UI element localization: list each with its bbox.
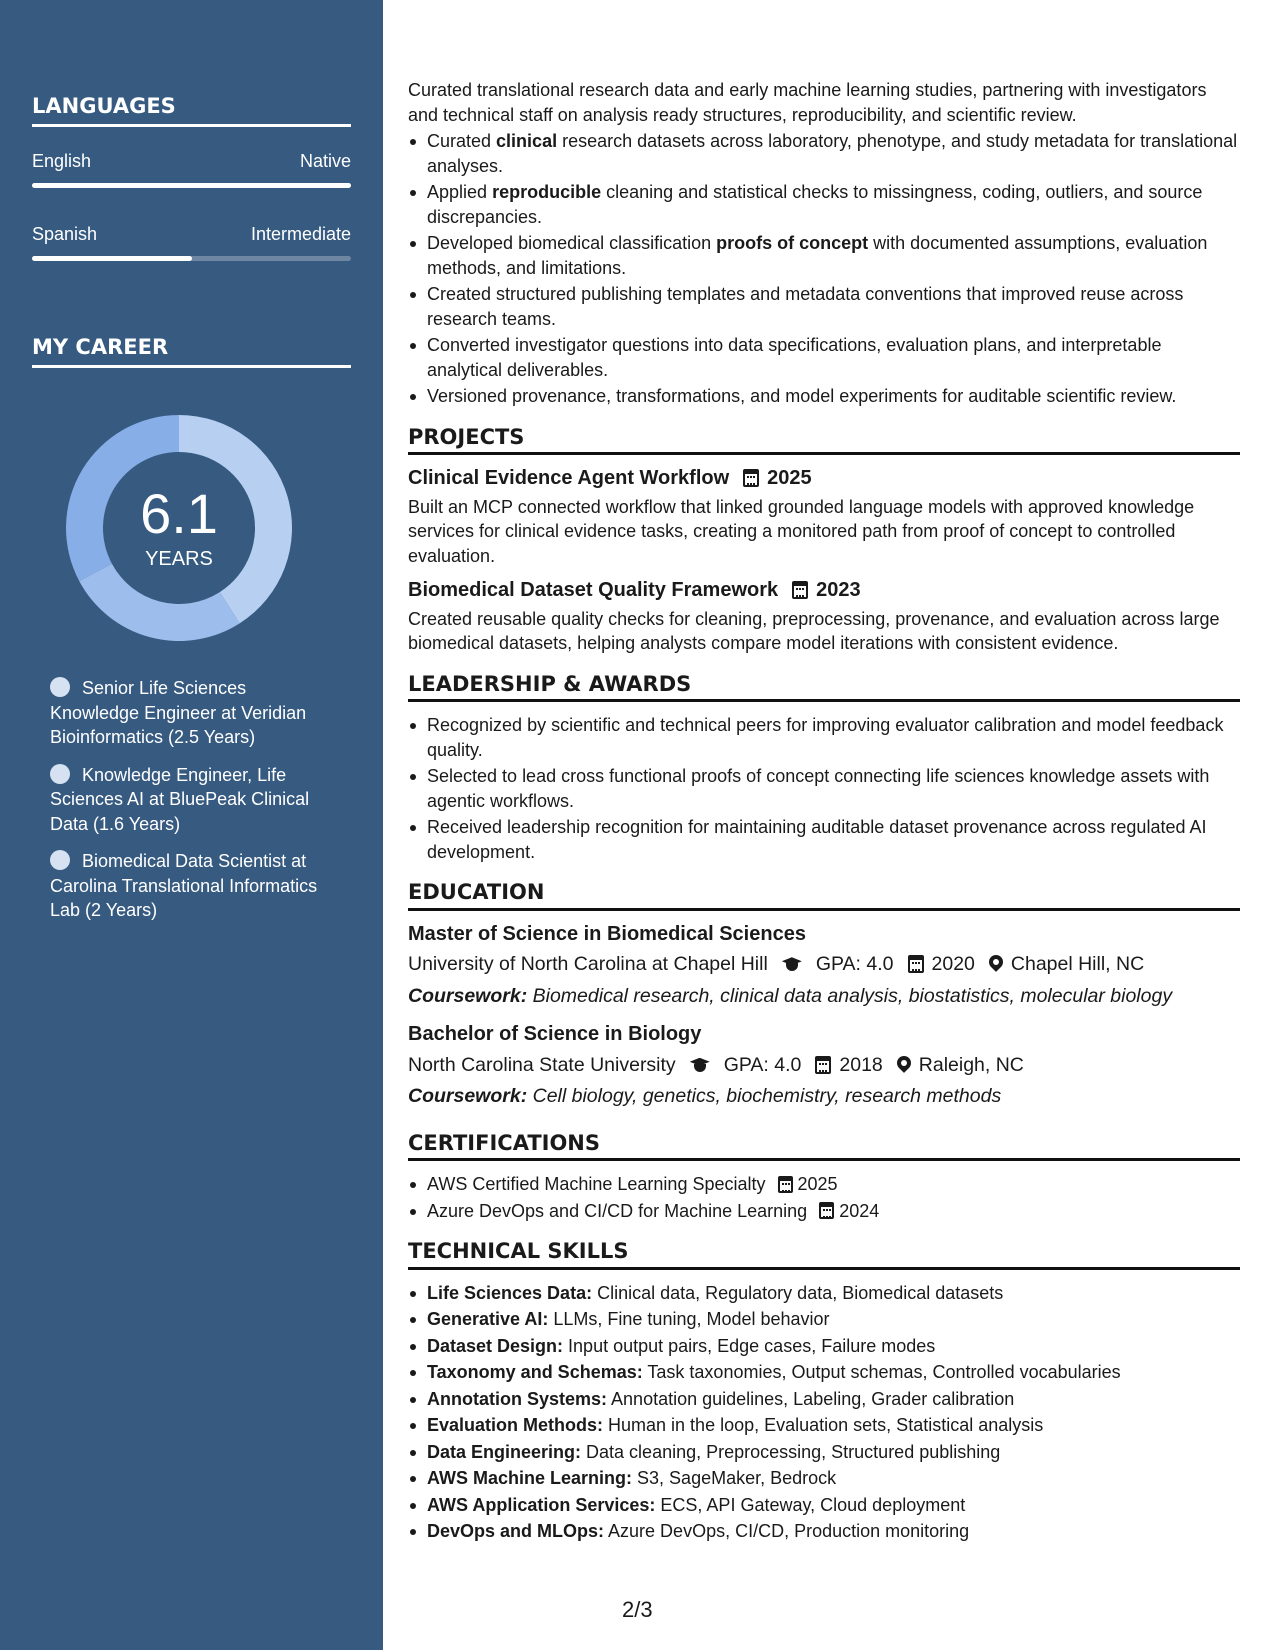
career-item-text: Knowledge Engineer, Life Sciences AI at BluePeak Clinical Data (1.6 Years)	[50, 764, 310, 834]
page-number: 2/3	[622, 1597, 653, 1622]
calendar-icon	[819, 1202, 834, 1219]
skill-value: LLMs, Fine tuning, Model behavior	[548, 1309, 830, 1329]
sidebar	[0, 0, 383, 1650]
career-years-label: YEARS	[145, 547, 213, 570]
project-item	[408, 578, 1240, 656]
skill-label: Data Engineering:	[427, 1441, 582, 1462]
project-description: Created reusable quality checks for cleaning, preprocessing, provenance, and evaluation across large biomedical datasets, helping analysts compare model iterations with consistent evidence.	[408, 608, 1220, 653]
skill-item	[408, 1387, 1240, 1412]
school-name: University of North Carolina at Chapel Hill	[408, 953, 768, 975]
language-level: Native	[299, 151, 351, 171]
language-proficiency-fill	[32, 256, 192, 261]
certification-year: 2024	[839, 1200, 880, 1221]
coursework-label: Coursework:	[408, 984, 528, 1007]
skills-list	[408, 1281, 1240, 1544]
languages-section	[32, 94, 351, 261]
project-description: Built an MCP connected workflow that linked grounded language models with approved knowledge services for clinical evidence tasks, creating a monitored path from proof of concept to controlled evaluation.	[408, 496, 1195, 566]
graduation-cap-icon	[780, 957, 804, 971]
language-proficiency-bar	[32, 256, 351, 261]
education-item	[408, 922, 1240, 1009]
experience-bullet	[408, 384, 1240, 409]
bullet-text: research datasets across laboratory, phenotype, and study metadata for translational analyses.	[427, 131, 1238, 176]
skill-value: Data cleaning, Preprocessing, Structured publishing	[581, 1441, 1001, 1462]
bullet-text: Applied	[427, 182, 493, 202]
bullet-text: Versioned provenance, transformations, and model experiments for auditable scientific review.	[427, 386, 1177, 406]
skill-label: DevOps and MLOps:	[427, 1521, 605, 1541]
career-list	[50, 676, 335, 936]
calendar-icon	[778, 1176, 793, 1193]
bullet-emphasis: reproducible	[492, 182, 602, 202]
coursework: Biomedical research, clinical data analysis, biostatistics, molecular biology	[527, 984, 1173, 1007]
experience-bullet	[408, 282, 1240, 331]
skill-label: Dataset Design:	[427, 1335, 564, 1356]
bullet-emphasis: proofs of concept	[716, 233, 869, 253]
bullet-text: Curated	[427, 131, 497, 151]
language-item	[32, 151, 351, 188]
career-item-text: Biomedical Data Scientist at Carolina Translational Informatics Lab (2 Years)	[50, 851, 318, 920]
experience-bullet	[408, 180, 1240, 229]
gpa: GPA: 4.0	[815, 953, 894, 975]
school-location: Raleigh, NC	[918, 1053, 1024, 1076]
bullet-dot-icon	[50, 850, 70, 870]
career-item-text: Senior Life Sciences Knowledge Engineer at Veridian Bioinformatics (2.5 Years)	[50, 678, 307, 747]
education-heading: EDUCATION	[408, 880, 1240, 911]
skill-value: Task taxonomies, Output schemas, Controlled vocabularies	[642, 1362, 1121, 1382]
skill-value: Annotation guidelines, Labeling, Grader calibration	[607, 1388, 1015, 1409]
experience-bullet	[408, 231, 1240, 280]
graduation-cap-icon	[688, 1058, 712, 1072]
skill-item	[408, 1334, 1240, 1359]
language-level: Intermediate	[250, 224, 351, 244]
project-title: Biomedical Dataset Quality Framework	[408, 579, 779, 601]
language-proficiency-bar	[32, 183, 351, 188]
skill-value: Input output pairs, Edge cases, Failure modes	[563, 1335, 936, 1356]
certification-year: 2025	[797, 1174, 838, 1194]
bullet-text: cleaning and statistical checks to missingness, coding, outliers, and source discrepancies.	[427, 182, 1203, 227]
career-donut	[66, 415, 292, 641]
leadership-item: Received leadership recognition for maintaining auditable dataset provenance across regulated AI development.	[408, 815, 1240, 864]
coursework: Cell biology, genetics, biochemistry, research methods	[527, 1085, 1002, 1107]
main-content	[408, 78, 1240, 1546]
skill-item	[408, 1281, 1240, 1306]
bullet-emphasis: clinical	[496, 131, 558, 151]
calendar-icon	[743, 469, 759, 487]
skill-value: Clinical data, Regulatory data, Biomedical datasets	[592, 1282, 1004, 1303]
graduation-year: 2020	[931, 953, 975, 975]
certification-name: Azure DevOps and CI/CD for Machine Learning	[427, 1200, 808, 1221]
skill-label: Evaluation Methods:	[427, 1415, 604, 1435]
skill-item	[408, 1307, 1240, 1332]
skill-value: ECS, API Gateway, Cloud deployment	[655, 1494, 966, 1515]
education-item	[408, 1022, 1240, 1109]
experience-bullet	[408, 129, 1240, 178]
experience-bullet	[408, 333, 1240, 382]
school-location: Chapel Hill, NC	[1010, 953, 1145, 975]
school-name: North Carolina State University	[408, 1053, 676, 1076]
language-name: Spanish	[32, 224, 98, 244]
certification-item	[408, 1199, 1240, 1224]
skill-label: Annotation Systems:	[427, 1388, 608, 1409]
experience-intro: Curated translational research data and early machine learning studies, partnering with investigators and technical staff on analysis ready structures, reproducibility, and scientific review.	[408, 80, 1207, 125]
leadership-heading: LEADERSHIP & AWARDS	[408, 672, 1240, 703]
certification-item	[408, 1172, 1240, 1197]
leadership-item: Recognized by scientific and technical peers for improving evaluator calibration and model feedback quality.	[408, 713, 1240, 762]
project-year: 2023	[816, 579, 861, 601]
skill-label: AWS Application Services:	[427, 1494, 656, 1515]
language-item	[32, 224, 351, 261]
experience-bullets	[408, 129, 1240, 409]
degree-title: Master of Science in Biomedical Sciences	[408, 922, 806, 945]
certification-name: AWS Certified Machine Learning Specialty	[427, 1174, 766, 1194]
leadership-item: Selected to lead cross functional proofs of concept connecting life sciences knowledge assets with agentic workflows.	[408, 764, 1240, 813]
coursework-label: Coursework:	[408, 1085, 528, 1107]
skill-label: Taxonomy and Schemas:	[427, 1362, 643, 1382]
career-item	[50, 849, 335, 923]
skill-label: Life Sciences Data:	[427, 1282, 593, 1303]
skill-value: S3, SageMaker, Bedrock	[632, 1468, 837, 1488]
certifications-list	[408, 1172, 1240, 1223]
languages-heading: LANGUAGES	[32, 94, 351, 127]
skill-label: Generative AI:	[427, 1309, 549, 1329]
certifications-heading: CERTIFICATIONS	[408, 1131, 1240, 1162]
language-name: English	[32, 151, 92, 171]
calendar-icon	[908, 955, 924, 973]
career-item	[50, 763, 335, 837]
bullet-text: Converted investigator questions into data specifications, evaluation plans, and interpretable analytical deliverables.	[427, 335, 1162, 380]
location-pin-icon	[989, 955, 1003, 973]
project-title: Clinical Evidence Agent Workflow	[408, 467, 730, 489]
skill-value: Azure DevOps, CI/CD, Production monitoring	[604, 1521, 970, 1541]
skill-item	[408, 1519, 1240, 1544]
projects-heading: PROJECTS	[408, 425, 1240, 456]
skill-item	[408, 1493, 1240, 1518]
career-item	[50, 676, 335, 750]
project-item	[408, 466, 1240, 568]
calendar-icon	[792, 581, 808, 599]
skill-value: Human in the loop, Evaluation sets, Statistical analysis	[603, 1415, 1044, 1435]
skill-item	[408, 1466, 1240, 1491]
degree-title: Bachelor of Science in Biology	[408, 1023, 702, 1045]
career-heading: MY CAREER	[32, 335, 351, 368]
graduation-year: 2018	[839, 1053, 883, 1076]
career-years-value: 6.1	[140, 481, 218, 545]
location-pin-icon	[897, 1056, 911, 1074]
skill-item	[408, 1360, 1240, 1385]
language-proficiency-fill	[32, 183, 351, 188]
skills-heading: TECHNICAL SKILLS	[408, 1239, 1240, 1270]
skill-item	[408, 1440, 1240, 1465]
skill-label: AWS Machine Learning:	[427, 1468, 633, 1488]
career-section	[32, 335, 351, 368]
project-year: 2025	[767, 467, 812, 489]
leadership-list	[408, 713, 1240, 864]
bullet-dot-icon	[50, 677, 70, 697]
calendar-icon	[815, 1056, 831, 1074]
bullet-text: Developed biomedical classification	[427, 233, 717, 253]
bullet-text: with documented assumptions, evaluation methods, and limitations.	[427, 233, 1208, 278]
skill-item	[408, 1413, 1240, 1438]
gpa: GPA: 4.0	[723, 1053, 802, 1076]
bullet-text: Created structured publishing templates and metadata conventions that improved reuse across research teams.	[427, 284, 1184, 329]
bullet-dot-icon	[50, 764, 70, 784]
